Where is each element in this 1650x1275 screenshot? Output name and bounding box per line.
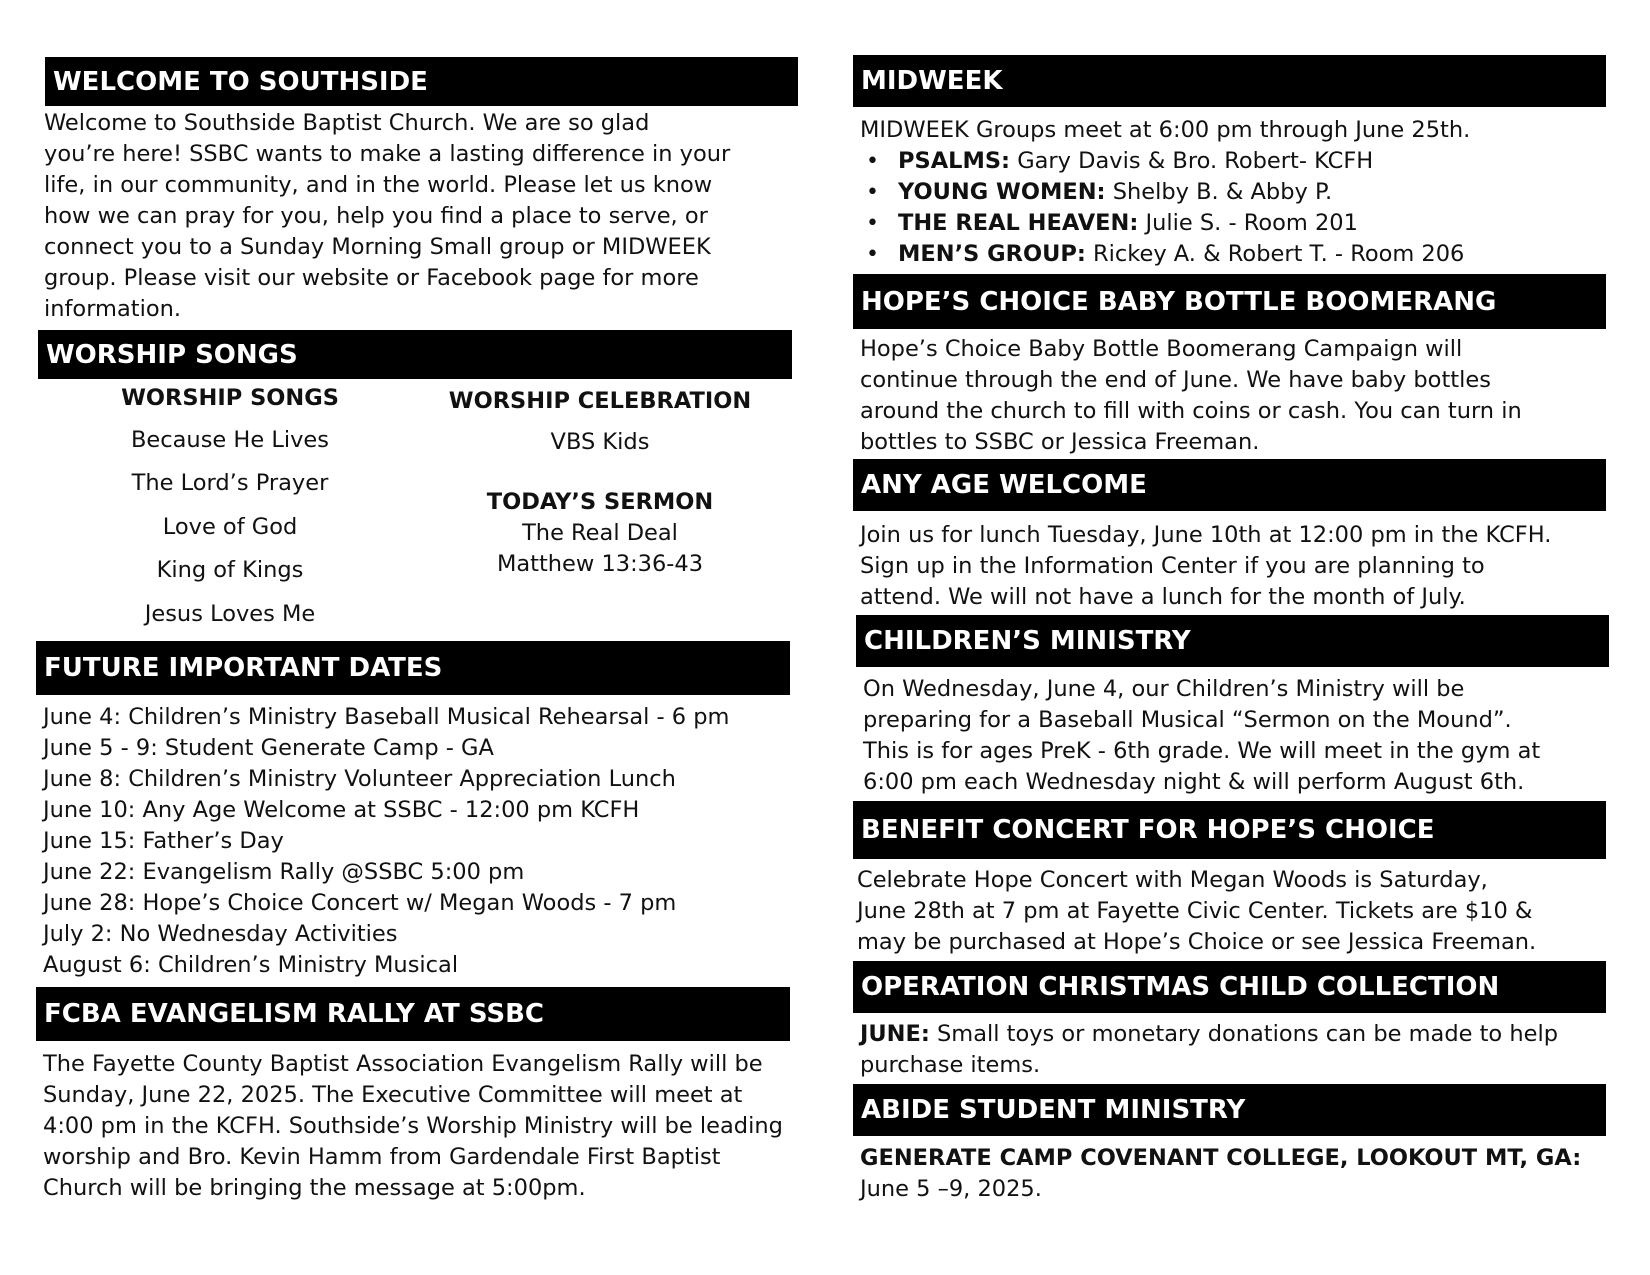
children-header [856,615,1609,667]
group-detail: Julie S. - Room 201 [1138,210,1358,236]
any-age-title: ANY AGE WELCOME [861,470,1147,500]
group-name: PSALMS: [898,148,1011,174]
worship-header [38,330,792,379]
group-name: THE REAL HEAVEN: [898,210,1139,236]
welcome-line: connect you to a Sunday Morning Small group or MIDWEEK [44,234,711,260]
boomerang-title: HOPE’S CHOICE BABY BOTTLE BOOMERANG [861,286,1497,317]
date-item: June 10: Any Age Welcome at SSBC - 12:00 pm KCFH [43,797,640,823]
sermon-title: The Real Deal [522,520,678,546]
abide-title: ABIDE STUDENT MINISTRY [861,1095,1246,1125]
occ-line-rest: Small toys or monetary donations can be made to help [929,1021,1558,1047]
midweek-group [860,177,1470,208]
dates-header [36,641,790,695]
welcome-line: life, in our community, and in the world. Please let us know [44,172,713,198]
midweek-groups [860,146,1470,270]
boomerang-header [853,274,1606,329]
song-item: The Lord’s Prayer [131,470,329,496]
any-age-text [860,520,1551,613]
welcome-title: WELCOME TO SOUTHSIDE [53,66,428,97]
any-age-line: attend. We will not have a lunch for the month of July. [860,584,1466,610]
group-detail: Gary Davis & Bro. Robert- KCFH [1010,148,1374,174]
date-item: June 8: Children’s Ministry Volunteer Appreciation Lunch [43,766,676,792]
welcome-line: you’re here! SSBC wants to make a lasting difference in your [44,141,731,167]
children-text [863,674,1540,798]
songs-heading: WORSHIP SONGS [121,385,339,411]
date-item: June 5 - 9: Student Generate Camp - GA [43,735,494,761]
welcome-line: information. [44,296,182,322]
occ-label: JUNE: [860,1021,930,1047]
group-name: YOUNG WOMEN: [898,179,1106,205]
children-line: On Wednesday, June 4, our Children’s Ministry will be [863,676,1465,702]
concert-header [853,801,1606,859]
midweek-text [860,115,1470,270]
occ-header [853,961,1606,1013]
boomerang-line: around the church to fill with coins or cash. You can turn in [860,398,1522,424]
concert-line: June 28th at 7 pm at Fayette Civic Center. Tickets are $10 & [857,898,1533,924]
children-line: This is for ages PreK - 6th grade. We will meet in the gym at [863,738,1541,764]
celebration-heading: WORSHIP CELEBRATION [448,388,752,414]
midweek-group [860,239,1470,270]
children-line: preparing for a Baseball Musical “Sermon on the Mound”. [863,707,1512,733]
rally-line: The Fayette County Baptist Association Evangelism Rally will be [43,1051,763,1077]
children-line: 6:00 pm each Wednesday night & will perform August 6th. [863,769,1525,795]
song-item: King of Kings [156,557,304,583]
rally-line: Sunday, June 22, 2025. The Executive Committee will meet at [43,1082,743,1108]
group-detail: Shelby B. & Abby P. [1105,179,1333,205]
midweek-group [860,208,1470,239]
children-title: CHILDREN’S MINISTRY [864,626,1191,656]
boomerang-line: Hope’s Choice Baby Bottle Boomerang Campaign will [860,336,1463,362]
sermon-passage: Matthew 13:36-43 [496,551,704,577]
welcome-line: Welcome to Southside Baptist Church. We are so glad [44,110,650,136]
occ-line [860,1019,1558,1050]
welcome-line: group. Please visit our website or Facebook page for more [44,265,699,291]
date-item: June 15: Father’s Day [43,828,284,854]
dates-list [43,702,729,981]
any-age-line: Join us for lunch Tuesday, June 10th at 12:00 pm in the KCFH. [860,522,1552,548]
welcome-header [45,57,798,106]
midweek-intro: MIDWEEK Groups meet at 6:00 pm through June 25th. [860,117,1471,143]
song-item: Jesus Loves Me [144,601,316,627]
group-name: MEN’S GROUP: [898,241,1086,267]
celebration-item: VBS Kids [550,429,650,455]
midweek-title: MIDWEEK [861,66,1003,96]
abide-camp: GENERATE CAMP COVENANT COLLEGE, LOOKOUT MT, GA: [860,1145,1582,1171]
welcome-line: how we can pray for you, help you find a place to serve, or [44,203,708,229]
concert-title: BENEFIT CONCERT FOR HOPE’S CHOICE [861,815,1435,845]
date-item: June 4: Children’s Ministry Baseball Musical Rehearsal - 6 pm [43,704,730,730]
midweek-header [853,55,1606,107]
boomerang-text [860,334,1522,458]
date-item: June 28: Hope’s Choice Concert w/ Megan Woods - 7 pm [43,890,677,916]
occ-title: OPERATION CHRISTMAS CHILD COLLECTION [861,972,1500,1002]
rally-line: Church will be bringing the message at 5:00pm. [43,1175,586,1201]
date-item: August 6: Children’s Ministry Musical [43,952,459,978]
date-item: June 22: Evangelism Rally @SSBC 5:00 pm [43,859,525,885]
midweek-group [860,146,1470,177]
rally-title: FCBA EVANGELISM RALLY AT SSBC [44,999,545,1029]
abide-header [853,1084,1606,1136]
rally-text [43,1049,783,1204]
rally-line: worship and Bro. Kevin Hamm from Gardendale First Baptist [43,1144,721,1170]
rally-line: 4:00 pm in the KCFH. Southside’s Worship Ministry will be leading [43,1113,783,1139]
rally-header [36,987,790,1041]
any-age-line: Sign up in the Information Center if you are planning to [860,553,1485,579]
song-item: Because He Lives [131,427,329,453]
concert-text [857,865,1536,958]
concert-line: Celebrate Hope Concert with Megan Woods is Saturday, [857,867,1488,893]
boomerang-line: bottles to SSBC or Jessica Freeman. [860,429,1260,455]
concert-line: may be purchased at Hope’s Choice or see Jessica Freeman. [857,929,1537,955]
welcome-text [44,108,730,325]
any-age-header [853,459,1606,511]
date-item: July 2: No Wednesday Activities [43,921,398,947]
occ-text [860,1019,1558,1081]
boomerang-line: continue through the end of June. We have baby bottles [860,367,1491,393]
group-detail: Rickey A. & Robert T. - Room 206 [1085,241,1465,267]
occ-line: purchase items. [860,1052,1041,1078]
abide-camp-dates: June 5 –9, 2025. [860,1176,1042,1202]
abide-text [860,1143,1581,1205]
dates-title: FUTURE IMPORTANT DATES [44,653,443,683]
worship-title: WORSHIP SONGS [46,339,298,370]
sermon-heading: TODAY’S SERMON [486,489,714,515]
song-item: Love of God [162,514,298,540]
